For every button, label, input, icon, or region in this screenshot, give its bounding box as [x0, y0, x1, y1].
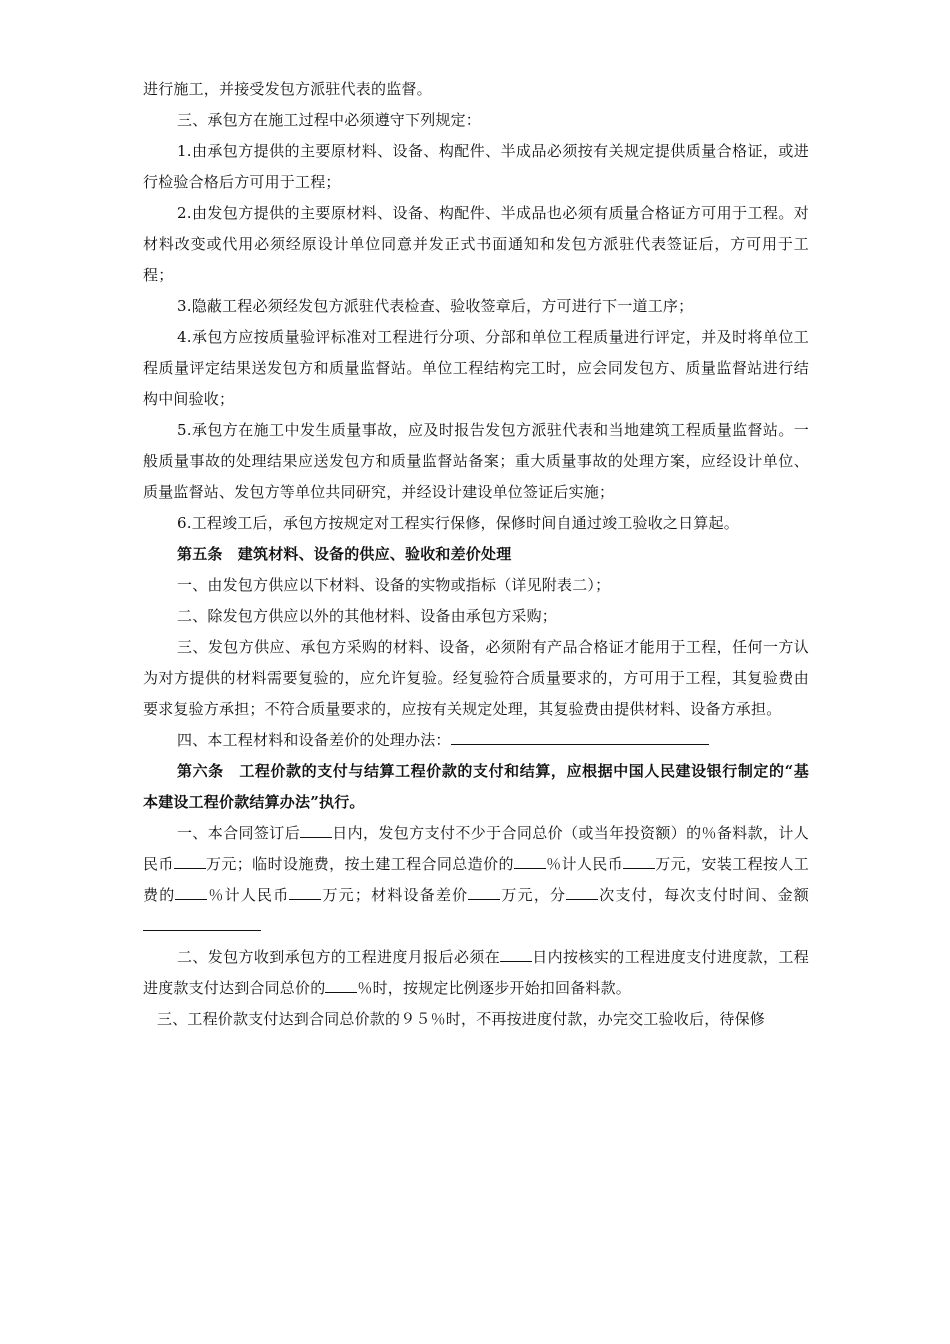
paragraph-payment-3: 三、工程价款支付达到合同总价款的９５％时，不再按进度付款，办完交工验收后，待保修: [157, 1010, 766, 1028]
paragraph-item-1: 1.由承包方提供的主要原材料、设备、构配件、半成品必须按有关规定提供质量合格证，或进行检验合格后方可用于工程；: [143, 142, 809, 191]
fill-in-blank-percent-2[interactable]: [175, 885, 207, 900]
payment-1-part-e: 万元，安装工程按人工费的: [143, 855, 809, 904]
fill-in-blank-days[interactable]: [300, 823, 332, 838]
payment-1-part-c: 万元；临时设施费，按土建工程合同总造价的: [205, 855, 514, 873]
payment-1-part-h: 万元，分: [500, 886, 567, 904]
paragraph-supply-2: 二、除发包方供应以外的其他材料、设备由承包方采购；: [177, 607, 558, 625]
paragraph-item-3: 3.隐蔽工程必须经发包方派驻代表检查、验收签章后，方可进行下一道工序；: [177, 297, 694, 315]
fill-in-blank[interactable]: [451, 730, 709, 745]
fill-in-blank-percent-3[interactable]: [325, 978, 357, 993]
fill-in-blank-schedule[interactable]: [143, 916, 261, 931]
payment-1-part-d: ％计人民币: [545, 855, 624, 873]
paragraph-supply-1: 一、由发包方供应以下材料、设备的实物或指标（详见附表二）；: [177, 576, 611, 594]
paragraph-supply-4-text: 四、本工程材料和设备差价的处理办法：: [177, 731, 451, 749]
fill-in-blank-amount-3[interactable]: [289, 885, 321, 900]
article-5-heading: 第五条 建筑材料、设备的供应、验收和差价处理: [177, 545, 512, 563]
paragraph-item-2: 2.由发包方提供的主要原材料、设备、构配件、半成品也必须有质量合格证方可用于工程。对材料改变或代用必须经原设计单位同意并发正式书面通知和发包方派驻代表签证后，方可用于工程；: [143, 204, 809, 284]
fill-in-blank-times[interactable]: [566, 885, 598, 900]
fill-in-blank-percent[interactable]: [514, 854, 546, 869]
payment-2-part-c: ％时，按规定比例逐步开始扣回备料款。: [357, 979, 632, 997]
payment-1-part-a: 一、本合同签订后: [177, 824, 301, 842]
payment-1-part-b: 日内，发包方支付不少于合同总价（或当年投资额）的％备料款，计人民币: [143, 824, 809, 873]
fill-in-blank-amount-4[interactable]: [468, 885, 500, 900]
payment-2-part-b: 日内按核实的工程进度支付进度款，工程进度款支付达到合同总价的: [143, 948, 809, 997]
fill-in-blank-amount[interactable]: [174, 854, 206, 869]
paragraph-rule-3: 三、承包方在施工过程中必须遵守下列规定：: [177, 111, 482, 129]
paragraph-supply-4: [143, 725, 809, 756]
paragraph-line-1: 进行施工，并接受发包方派驻代表的监督。: [143, 80, 432, 98]
article-6-heading: 第六条 工程价款的支付与结算工程价款的支付和结算，应根据中国人民建设银行制定的“基本建设工程价款结算办法”执行。: [143, 762, 809, 811]
payment-1-part-f: ％计人民币: [207, 886, 290, 904]
payment-1-part-i: 次支付，每次支付时间、金额: [598, 886, 809, 904]
payment-1-part-g: 万元；材料设备差价: [321, 886, 469, 904]
paragraph-item-5: 5.承包方在施工中发生质量事故，应及时报告发包方派驻代表和当地建筑工程质量监督站。一般质量事故的处理结果应送发包方和质量监督站备案；重大质量事故的处理方案，应经设计单位、质量监督站、发包方等单位共同研究，并经设计建设单位签证后实施；: [143, 421, 809, 501]
document-page: [143, 74, 809, 1035]
paragraph-payment-2: [143, 942, 809, 1004]
fill-in-blank-days-2[interactable]: [500, 947, 532, 962]
paragraph-item-4: 4.承包方应按质量验评标准对工程进行分项、分部和单位工程质量进行评定，并及时将单位工程质量评定结果送发包方和质量监督站。单位工程结构完工时，应会同发包方、质量监督站进行结构中间验收；: [143, 328, 809, 408]
fill-in-blank-amount-2[interactable]: [623, 854, 655, 869]
paragraph-item-6: 6.工程竣工后，承包方按规定对工程实行保修，保修时间自通过竣工验收之日算起。: [177, 514, 739, 532]
paragraph-supply-3: 三、发包方供应、承包方采购的材料、设备，必须附有产品合格证才能用于工程，任何一方认为对方提供的材料需要复验的，应允许复验。经复验符合质量要求的，方可用于工程，其复验费由要求复验方承担；不符合质量要求的，应按有关规定处理，其复验费由提供材料、设备方承担。: [143, 638, 809, 718]
payment-2-part-a: 二、发包方收到承包方的工程进度月报后必须在: [177, 948, 501, 966]
paragraph-payment-1: [143, 818, 809, 942]
